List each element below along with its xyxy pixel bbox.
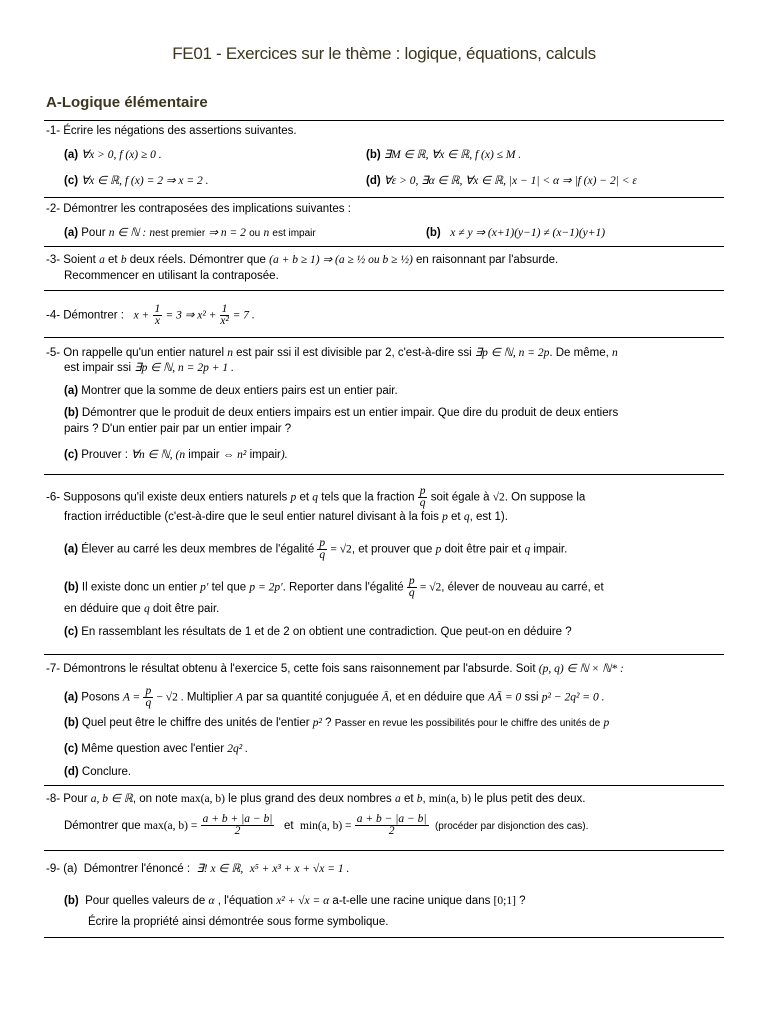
text: doit être pair et (444, 543, 522, 556)
math-expression: x² + √x = α (276, 895, 330, 907)
section-heading: A-Logique élémentaire (46, 94, 208, 111)
math-expression: ∀n ∈ ℕ, (n (131, 449, 186, 461)
numerator: p (319, 537, 326, 549)
divider (44, 246, 724, 247)
text: soit égale à (430, 491, 490, 504)
text: . De même, (549, 347, 609, 359)
math-expression: 2q² . (227, 743, 248, 755)
math-expression: ∃M ∈ ℝ, ∀x ∈ ℝ, f (x) ≤ M . (383, 149, 522, 161)
text: , élever de nouveau au carré, et (441, 581, 604, 594)
math-expression: (a + b ≥ 1) ⇒ (a ≥ ½ ou b ≥ ½) (269, 254, 413, 266)
small-text: (procéder par disjonction des cas). (434, 821, 589, 832)
denominator: 2 (234, 825, 241, 838)
divider (44, 337, 724, 338)
text: fraction irréductible (c'est-à-dire que le seul entier naturel divisant à la fois (64, 511, 439, 523)
math-expression: √2 (492, 491, 505, 504)
page-title: FE01 - Exercices sur le thème : logique, équations, calculs (172, 44, 596, 63)
text: En rassemblant les résultats de 1 et de 2 on obtient une contradiction. Que peut-on en déduire ? (81, 626, 572, 638)
item-label: (b) (64, 581, 79, 594)
text: , on note (132, 793, 178, 805)
exercise-5-a (64, 384, 398, 399)
math-expression: n ∈ ℕ : (108, 227, 147, 239)
text: et (284, 820, 294, 832)
exercise-9-b-cont: Écrire la propriété ainsi démontrée sous forme symbolique. (88, 916, 389, 928)
text: Quel peut être le chiffre des unités de l'entier (81, 717, 310, 729)
exercise-1-d (366, 174, 637, 189)
math-expression: ∃p ∈ ℕ, n = 2p (474, 347, 550, 359)
math-expression: q (524, 543, 531, 556)
text: , l'équation (217, 895, 273, 907)
text: ? (519, 895, 526, 907)
math-expression: = 3 ⇒ x² + (165, 309, 217, 322)
text: et (108, 254, 118, 266)
divider (44, 120, 724, 121)
text: , (422, 793, 426, 805)
math-expression: ). (280, 449, 288, 461)
exercise-7-c (64, 742, 248, 757)
fraction (153, 304, 163, 327)
item-label: (a) (64, 149, 79, 161)
math-expression: − √2 . (156, 691, 184, 704)
item-label: (c) (64, 449, 79, 461)
text: Multiplier (186, 691, 233, 704)
text: et (451, 511, 461, 523)
text: est pair ssi il est divisible par 2, c'est-à-dire ssi (236, 347, 472, 359)
exercise-8-line-1 (46, 792, 586, 807)
item-label: (b) (426, 227, 441, 239)
exercise-2-heading: -2- Démontrer les contraposées des implications suivantes : (46, 203, 351, 215)
text: Pour quelles valeurs de (85, 895, 206, 907)
exercise-3-line-2: Recommencer en utilisant la contraposée. (64, 270, 279, 282)
text: par sa quantité conjuguée (246, 691, 379, 704)
math-expression: p² − 2q² = 0 . (541, 691, 605, 704)
numerator: 1 (221, 303, 228, 315)
text: , et prouver que (351, 543, 433, 556)
exercise-1-heading: -1- Écrire les négations des assertions suivantes. (46, 125, 297, 137)
text: a-t-elle une racine unique dans (332, 895, 491, 907)
text: Il existe donc un entier (81, 581, 197, 594)
math-expression: b (120, 254, 127, 266)
denominator: q (319, 549, 326, 561)
exercise-4 (46, 304, 255, 327)
text: , est 1). (469, 511, 508, 523)
math-expression: Ā (381, 691, 389, 704)
numerator: 1 (154, 303, 161, 315)
item-label: (a) (64, 227, 79, 239)
text: . On suppose la (504, 491, 586, 504)
exercise-6-c (64, 625, 572, 640)
math-expression: = √2 (330, 543, 352, 556)
text: et (403, 793, 414, 805)
text: impair. (533, 543, 568, 556)
text: . Reporter dans l'égalité (282, 581, 404, 594)
math-expression: n (263, 227, 270, 239)
exercise-6-line-1 (46, 486, 585, 509)
fraction (220, 304, 230, 327)
text: ssi (524, 691, 539, 704)
math-expression: ⇔ n² (222, 449, 247, 461)
item-label: (d) (64, 766, 79, 778)
math-expression: = 7 . (232, 309, 255, 322)
math-expression: p' (200, 581, 209, 594)
text: impair (249, 449, 281, 461)
exercise-5-b-cont: pairs ? D'un entier pair par un entier impair ? (64, 423, 292, 435)
math-expression: A = (122, 691, 141, 704)
divider (44, 290, 724, 291)
item-label: (a) (64, 543, 79, 556)
exercise-6-line-2 (64, 510, 508, 525)
denominator: q (419, 497, 426, 509)
math-expression: α (208, 895, 215, 907)
math-expression: ∃p ∈ ℕ, n = 2p + 1 . (134, 362, 234, 374)
math-expression: x ≠ y ⇒ (x+1)(y−1) ≠ (x−1)(y+1) (450, 227, 606, 239)
text: tel que (211, 581, 247, 594)
text: ? (325, 717, 332, 729)
math-expression: p² (312, 717, 322, 729)
exercise-6-b (64, 576, 604, 599)
math-expression: min(a, b) = (300, 820, 352, 832)
text: impair (188, 449, 220, 461)
divider (44, 197, 724, 198)
exercise-5-c (64, 448, 288, 463)
text: deux réels. Démontrer que (129, 254, 266, 266)
math-expression: [0;1] (493, 895, 516, 907)
text: est impair ssi (64, 362, 132, 374)
denominator: q (408, 587, 415, 599)
text: tels que la fraction (321, 491, 415, 504)
item-label: (b) (64, 407, 79, 419)
math-expression: p (435, 543, 442, 556)
fraction (143, 686, 153, 709)
item-label: (c) (64, 626, 79, 638)
text: -6- Supposons qu'il existe deux entiers naturels (46, 491, 288, 504)
text: Prouver : (81, 449, 128, 461)
exercise-7-heading (46, 662, 624, 677)
math-expression: n (612, 347, 618, 359)
text: en déduire que (64, 603, 141, 615)
fraction (407, 576, 417, 599)
math-expression: x⁵ + x³ + x + √x = 1 . (249, 863, 350, 875)
denominator: q (145, 697, 152, 709)
math-expression: ∀x ∈ ℝ, f (x) = 2 ⇒ x = 2 . (81, 175, 209, 187)
item-label: (c) (64, 175, 79, 187)
text: le plus petit des deux. (474, 793, 586, 805)
exercise-1-a (64, 148, 162, 163)
item-label: -9- (a) (46, 863, 78, 875)
math-expression: a, b ∈ ℝ (90, 793, 133, 805)
exercise-2-b (426, 226, 605, 241)
fraction (317, 538, 327, 561)
math-expression: p (603, 717, 610, 729)
item-label: (d) (366, 175, 381, 187)
text: le plus grand des deux nombres (228, 793, 392, 805)
numerator: p (419, 485, 426, 497)
text: -8- Pour (46, 793, 88, 805)
item-label: (a) (64, 385, 79, 397)
small-text: ou (249, 228, 261, 239)
numerator: a + b + |a − b| (202, 813, 273, 826)
text: Démontrer l'énoncé : (83, 863, 191, 875)
text: Même question avec l'entier (81, 743, 225, 755)
exercise-9-a (46, 862, 349, 877)
math-expression: min(a, b) (428, 793, 472, 805)
exercise-7-b (64, 716, 609, 731)
math-expression: q (312, 491, 318, 504)
fraction (201, 814, 275, 837)
item-label: (a) (64, 691, 79, 704)
text: et (299, 491, 310, 504)
fraction (355, 814, 429, 837)
small-text: est impair (272, 228, 316, 239)
exercise-4-heading: -4- Démontrer : (46, 309, 124, 322)
fraction (418, 486, 428, 509)
divider (44, 937, 724, 938)
exercise-1-b (366, 148, 521, 163)
exercise-8-line-2 (64, 814, 588, 839)
math-expression: ⇒ n = 2 (208, 227, 246, 239)
divider (44, 654, 724, 655)
text: -3- Soient (46, 254, 96, 266)
item-label: (b) (366, 149, 381, 161)
math-expression: p (442, 511, 448, 523)
denominator: 2 (388, 825, 395, 838)
math-expression: p = 2p' (249, 581, 283, 594)
text: Conclure. (81, 766, 132, 778)
math-expression: A (236, 691, 244, 704)
exercise-5-line-2 (64, 361, 234, 376)
text: -7- Démontrons le résultat obtenu à l'exercice 5, cette fois sans raisonnement par l'absurde. Soit (46, 663, 536, 675)
exercise-3-line-1 (46, 253, 558, 268)
divider (44, 474, 724, 475)
math-expression: ∀ε > 0, ∃α ∈ ℝ, ∀x ∈ ℝ, |x − 1| < α ⇒ |f (x) − 2| < ε (383, 175, 637, 187)
denominator: x (154, 315, 160, 327)
math-expression: q (143, 603, 150, 615)
item-label: (b) (64, 895, 79, 907)
math-expression: x + (133, 309, 150, 322)
text: Posons (81, 691, 120, 704)
math-expression: a (395, 793, 401, 805)
math-expression: n (227, 347, 233, 359)
math-expression: max(a, b) = (143, 820, 198, 832)
item-label: (b) (64, 717, 79, 729)
math-expression: n (149, 227, 156, 239)
numerator: a + b − |a − b| (356, 813, 427, 826)
math-expression: ∀x > 0, f (x) ≥ 0 . (81, 149, 162, 161)
text: Pour (81, 227, 106, 239)
math-expression: ∃! x ∈ ℝ, (196, 863, 244, 875)
small-text: est premier (155, 228, 206, 239)
exercise-2-a (64, 226, 316, 241)
math-expression: AĀ = 0 (488, 691, 522, 704)
denominator: x² (220, 315, 229, 327)
exercise-7-d (64, 765, 131, 780)
exercise-1-c (64, 174, 208, 189)
math-expression: p (290, 491, 297, 504)
exercise-9-b (64, 894, 526, 909)
numerator: p (408, 575, 415, 587)
numerator: p (145, 685, 152, 697)
exercise-6-a (64, 538, 567, 561)
math-expression: q (463, 511, 470, 523)
math-expression: = √2 (419, 581, 442, 594)
divider (44, 850, 724, 851)
text: en raisonnant par l'absurde. (415, 254, 559, 266)
math-expression: a (99, 254, 105, 266)
text: Montrer que la somme de deux entiers pairs est un entier pair. (81, 385, 398, 397)
text: Démontrer que (64, 820, 141, 832)
math-expression: b (416, 793, 423, 805)
exercise-5-line-1 (46, 346, 618, 361)
text: Démontrer que le produit de deux entiers impairs est un entier impair. Que dire du produit de deux entiers (81, 407, 619, 419)
math-expression: max(a, b) (180, 793, 225, 805)
text: , et en déduire que (388, 691, 485, 704)
divider (44, 785, 724, 786)
exercise-5-b (64, 406, 618, 421)
small-text: Passer en revue les possibilités pour le chiffre des unités de (334, 718, 601, 729)
text: doit être pair. (152, 603, 220, 615)
exercise-6-b-cont (64, 602, 219, 617)
item-label: (c) (64, 743, 79, 755)
exercise-7-a (64, 686, 604, 709)
text: -5- On rappelle qu'un entier naturel (46, 347, 224, 359)
text: Élever au carré les deux membres de l'égalité (81, 543, 315, 556)
math-expression: (p, q) ∈ ℕ × ℕ* : (538, 663, 624, 675)
